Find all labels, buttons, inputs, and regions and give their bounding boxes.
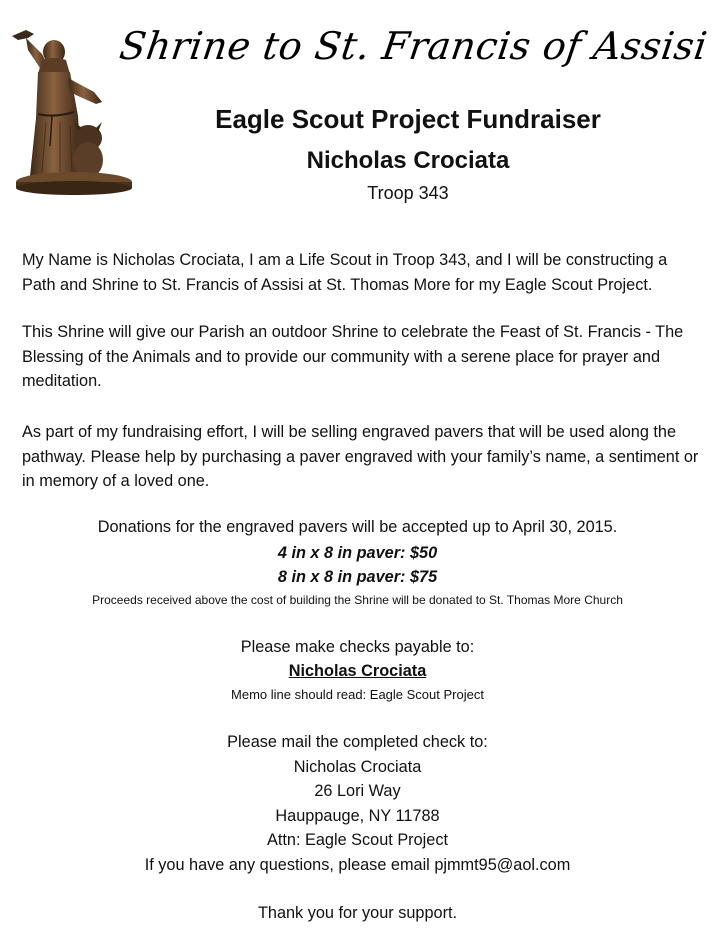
troop-label: Troop 343 [367,183,449,203]
address-line: 26 Lori Way [314,782,401,800]
scout-name: Nicholas Crociata [306,147,510,174]
closing-thanks: Thank you for your support. [257,904,458,922]
address-line: Attn: Eagle Scout Project [266,831,448,849]
script-title: Shrine to St. Francis of Assisi [116,24,711,68]
shrine-paragraph: This Shrine will give our Parish an outdoor Shrine to celebrate the Feast of St. Francis - The Blessing of the Animals and to provide our community with a serene place for prayer and meditation. [22,323,684,390]
mail-label: Please mail the completed check to: [227,733,488,751]
paver-price-large: 8 in x 8 in paver: $75 [277,568,438,586]
address-line: Nicholas Crociata [293,758,422,776]
paver-price-small: 4 in x 8 in paver: $50 [277,544,438,562]
fundraising-paragraph: As part of my fundraising effort, I will be selling engraved pavers that will be used along the pathway. Please help by purchasing a paver engraved with your family’s name, a sentiment or in memory of a loved one. [22,423,699,490]
proceeds-note: Proceeds received above the cost of building the Shrine will be donated to St. Thomas More Church [92,593,623,607]
payee-name: Nicholas Crociata [288,662,427,680]
donation-deadline: Donations for the engraved pavers will be accepted up to April 30, 2015. [97,518,618,536]
intro-paragraph: My Name is Nicholas Crociata, I am a Life Scout in Troop 343, and I will be constructing a Path and Shrine to St. Francis of Assisi at St. Thomas More for my Eagle Scout Project. [22,251,668,294]
address-line: Hauppauge, NY 11788 [275,807,440,825]
checks-label: Please make checks payable to: [240,638,475,656]
memo-instruction: Memo line should read: Eagle Scout Project [231,687,484,702]
contact-line: If you have any questions, please email pjmmt95@aol.com [144,856,571,874]
page-title: Eagle Scout Project Fundraiser [215,104,601,134]
